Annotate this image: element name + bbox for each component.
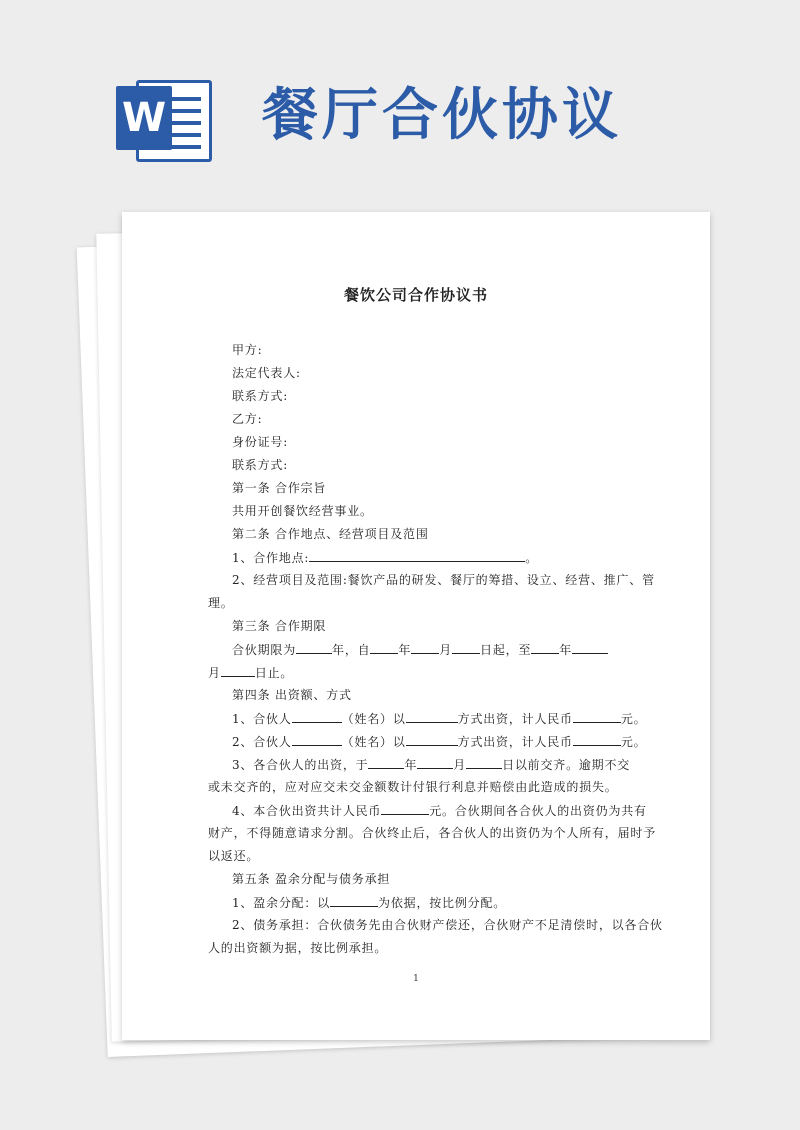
blank-line xyxy=(573,710,621,723)
party-b-label: 乙方: xyxy=(232,412,263,426)
text-span: 日止。 xyxy=(254,666,294,680)
blank-line xyxy=(466,756,502,769)
article-5-item-2-cont: 人的出资额为据，按比例承担。 xyxy=(208,941,388,955)
blank-line xyxy=(452,641,480,654)
legal-rep-label: 法定代表人: xyxy=(232,366,301,380)
text-span: 3、各合伙人的出资，于 xyxy=(232,758,369,772)
text-span: 。 xyxy=(525,551,539,565)
word-icon-line xyxy=(169,109,201,113)
blank-line xyxy=(531,641,559,654)
article-5-item-2: 2、债务承担：合伙债务先由合伙财产偿还，合伙财产不足清偿时，以各合伙 xyxy=(232,918,663,932)
article-4-item-3-cont: 或未交齐的，应对应交未交金额数计付银行利息并赔偿由此造成的损失。 xyxy=(208,780,618,794)
blank-line xyxy=(573,733,621,746)
blank-line xyxy=(572,641,608,654)
party-a-label: 甲方: xyxy=(232,343,263,357)
article-5-item-1 xyxy=(232,894,506,911)
article-1-body: 共用开创餐饮经营事业。 xyxy=(232,504,373,518)
blank-line xyxy=(292,733,342,746)
text-span: 月 xyxy=(439,643,453,657)
article-4-item-1 xyxy=(232,710,646,727)
word-icon-line xyxy=(169,121,201,125)
blank-line xyxy=(221,664,255,677)
blank-line xyxy=(292,710,342,723)
blank-line xyxy=(381,802,429,815)
blank-line xyxy=(330,894,378,907)
text-span: 2、合伙人 xyxy=(232,735,292,749)
word-icon-letter: W xyxy=(116,86,172,150)
blank-line xyxy=(406,733,458,746)
text-span: 为依据，按比例分配。 xyxy=(378,896,507,910)
text-span: 合伙期限为 xyxy=(232,643,297,657)
text-span: 1、合伙人 xyxy=(232,712,292,726)
text-span: （姓名）以 xyxy=(341,712,406,726)
article-1-title: 第一条 合作宗旨 xyxy=(232,481,327,495)
text-span: 方式出资，计人民币 xyxy=(457,735,573,749)
word-icon-line xyxy=(169,133,201,137)
text-span: 方式出资，计人民币 xyxy=(457,712,573,726)
text-span: 1、盈余分配：以 xyxy=(232,896,331,910)
text-span: 元。 xyxy=(620,712,647,726)
blank-line xyxy=(370,641,398,654)
banner-title: 餐厅合伙协议 xyxy=(262,83,622,148)
text-span: 日以前交齐。逾期不交 xyxy=(502,758,631,772)
text-span: 月 xyxy=(208,666,221,680)
text-span: 年 xyxy=(559,643,573,657)
word-icon-line xyxy=(169,145,201,149)
text-span: 年，自 xyxy=(332,643,371,657)
blank-line xyxy=(406,710,458,723)
contact-a-label: 联系方式: xyxy=(232,389,289,403)
blank-line xyxy=(417,756,453,769)
article-2-item-1 xyxy=(232,549,538,566)
article-4-title: 第四条 出资额、方式 xyxy=(232,688,352,702)
text-span: 年 xyxy=(398,643,412,657)
blank-line xyxy=(296,641,332,654)
article-5-title: 第五条 盈余分配与债务承担 xyxy=(232,872,391,886)
blank-line xyxy=(411,641,439,654)
article-3-title: 第三条 合作期限 xyxy=(232,619,327,633)
document-page xyxy=(122,212,710,1040)
blank-line xyxy=(309,549,525,562)
text-span: 月 xyxy=(453,758,467,772)
article-2-item-2-cont: 理。 xyxy=(208,596,234,610)
page-number: 1 xyxy=(413,974,419,984)
word-icon-line xyxy=(169,97,201,101)
document-title: 餐饮公司合作协议书 xyxy=(343,286,488,304)
article-4-item-4-cont2: 以返还。 xyxy=(208,849,260,863)
article-2-item-2: 2、经营项目及范围:餐饮产品的研发、餐厅的筹措、设立、经营、推广、管 xyxy=(232,573,655,587)
contact-b-label: 联系方式: xyxy=(232,458,289,472)
article-4-item-4 xyxy=(232,802,647,819)
article-2-title: 第二条 合作地点、经营项目及范围 xyxy=(232,527,429,541)
text-span: 日起，至 xyxy=(480,643,532,657)
id-number-label: 身份证号: xyxy=(232,435,289,449)
text-span: 1、合作地点: xyxy=(232,551,310,565)
word-document-icon xyxy=(108,76,218,160)
article-4-item-3 xyxy=(232,756,630,773)
text-span: 元。合伙期间各合伙人的出资仍为共有 xyxy=(429,804,647,818)
text-span: （姓名）以 xyxy=(341,735,406,749)
article-4-item-4-cont: 财产，不得随意请求分割。合伙终止后，各合伙人的出资仍为个人所有，届时予 xyxy=(208,826,657,840)
article-3-term-cont xyxy=(208,664,293,681)
banner xyxy=(0,0,800,200)
article-3-term xyxy=(232,641,608,658)
article-4-item-2 xyxy=(232,733,646,750)
text-span: 4、本合伙出资共计人民币 xyxy=(232,804,382,818)
text-span: 元。 xyxy=(620,735,647,749)
text-span: 年 xyxy=(404,758,418,772)
blank-line xyxy=(368,756,404,769)
